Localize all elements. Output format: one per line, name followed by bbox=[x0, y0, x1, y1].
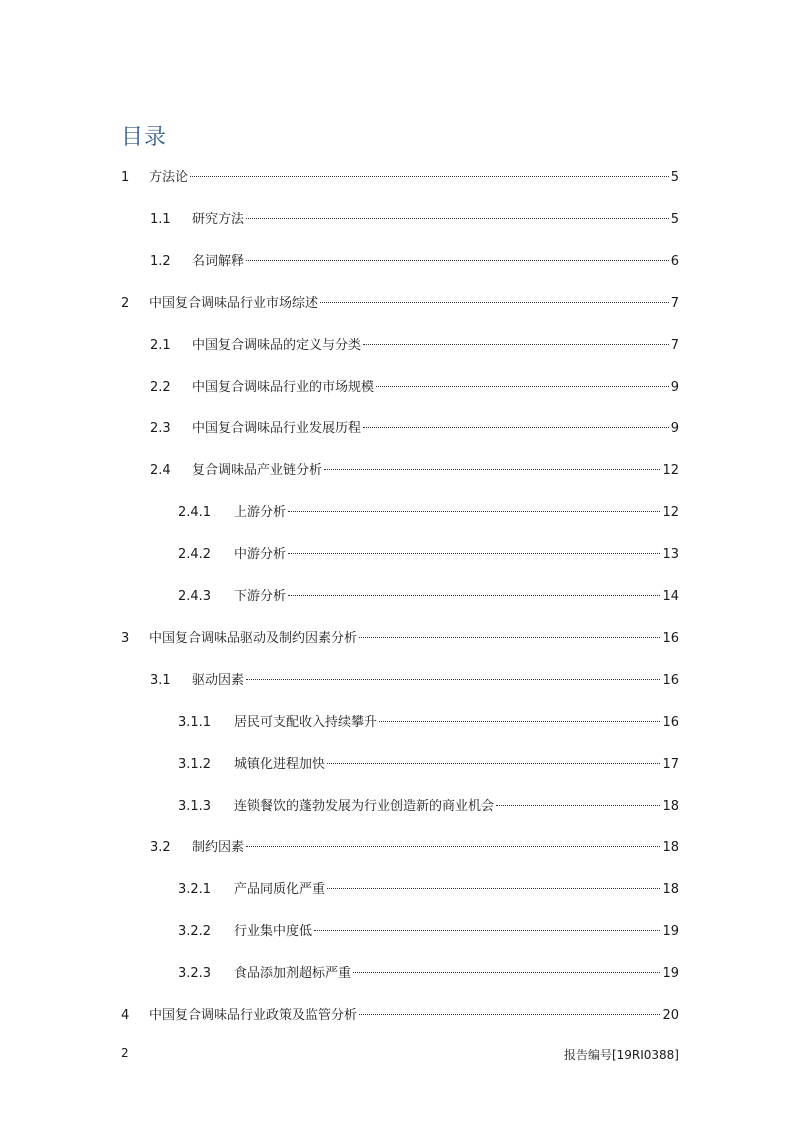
toc-entry[interactable] bbox=[150, 252, 679, 272]
toc-entry-page: 16 bbox=[662, 631, 679, 646]
toc-entry-page: 5 bbox=[670, 170, 679, 185]
toc-leader-dots bbox=[324, 469, 660, 470]
toc-entry-label: 产品同质化严重 bbox=[234, 882, 326, 897]
toc-entry-label: 连锁餐饮的蓬勃发展为行业创造新的商业机会 bbox=[234, 799, 495, 814]
toc-entry-number: 1.1 bbox=[150, 212, 171, 227]
toc-entry[interactable] bbox=[150, 838, 679, 858]
toc-entry-number: 3.2.1 bbox=[178, 882, 212, 897]
toc-leader-dots bbox=[246, 679, 660, 680]
toc-entry[interactable] bbox=[150, 671, 679, 691]
toc-entry[interactable] bbox=[121, 294, 679, 314]
toc-title: 目录 bbox=[121, 125, 168, 150]
toc-entry-page: 16 bbox=[662, 673, 679, 688]
toc-entry-page: 17 bbox=[662, 757, 679, 772]
toc-entry-label: 名词解释 bbox=[192, 254, 245, 269]
toc-entry-number: 1 bbox=[121, 170, 130, 185]
toc-entry[interactable] bbox=[178, 713, 679, 733]
toc-entry-number: 2.1 bbox=[150, 338, 171, 353]
toc-entry-label: 中国复合调味品的定义与分类 bbox=[192, 338, 362, 353]
toc-entry-page: 18 bbox=[662, 840, 679, 855]
toc-entry-number: 3.1.3 bbox=[178, 799, 212, 814]
toc-entry-page: 13 bbox=[662, 547, 679, 562]
toc-entry-label: 食品添加剂超标严重 bbox=[234, 966, 352, 981]
toc-entry-page: 6 bbox=[670, 254, 679, 269]
toc-leader-dots bbox=[327, 888, 660, 889]
toc-entry-number: 3 bbox=[121, 631, 130, 646]
toc-leader-dots bbox=[327, 763, 660, 764]
toc-entry-number: 3.2 bbox=[150, 840, 171, 855]
toc-leader-dots bbox=[288, 511, 660, 512]
toc-entry[interactable] bbox=[178, 922, 679, 942]
toc-entry-number: 2.3 bbox=[150, 421, 171, 436]
toc-leader-dots bbox=[363, 344, 669, 345]
toc-entry-number: 2.4 bbox=[150, 463, 171, 478]
toc-entry-number: 3.2.2 bbox=[178, 924, 212, 939]
toc-entry-number: 3.1.1 bbox=[178, 715, 212, 730]
toc-leader-dots bbox=[376, 386, 669, 387]
toc-entry-page: 7 bbox=[670, 296, 679, 311]
toc-entry-number: 4 bbox=[121, 1008, 130, 1023]
toc-entry[interactable] bbox=[150, 210, 679, 230]
toc-leader-dots bbox=[190, 176, 669, 177]
toc-entry-number: 2.2 bbox=[150, 380, 171, 395]
toc-entry-page: 5 bbox=[670, 212, 679, 227]
toc-entry-page: 19 bbox=[662, 966, 679, 981]
toc-entry-page: 9 bbox=[670, 421, 679, 436]
toc-entry-page: 9 bbox=[670, 380, 679, 395]
toc-entry[interactable] bbox=[121, 1006, 679, 1026]
toc-leader-dots bbox=[359, 1014, 660, 1015]
toc-leader-dots bbox=[353, 972, 660, 973]
toc-entry-label: 复合调味品产业链分析 bbox=[192, 463, 323, 478]
toc-entry-label: 城镇化进程加快 bbox=[234, 757, 326, 772]
toc-leader-dots bbox=[246, 218, 669, 219]
toc-entry-number: 3.1 bbox=[150, 673, 171, 688]
toc-leader-dots bbox=[379, 721, 660, 722]
toc-entry-number: 2.4.2 bbox=[178, 547, 212, 562]
toc-entry-page: 12 bbox=[662, 505, 679, 520]
toc-leader-dots bbox=[288, 595, 660, 596]
toc-entry-page: 20 bbox=[662, 1008, 679, 1023]
toc-entry[interactable] bbox=[150, 378, 679, 398]
toc-entry[interactable] bbox=[150, 461, 679, 481]
toc-entry-label: 中国复合调味品行业发展历程 bbox=[192, 421, 362, 436]
toc-entry-label: 上游分析 bbox=[234, 505, 287, 520]
toc-entry[interactable] bbox=[121, 629, 679, 649]
toc-entry-label: 研究方法 bbox=[192, 212, 245, 227]
toc-entry-page: 16 bbox=[662, 715, 679, 730]
footer-page-number: 2 bbox=[121, 1046, 129, 1060]
toc-entry-label: 中国复合调味品行业的市场规模 bbox=[192, 380, 375, 395]
toc-leader-dots bbox=[314, 930, 660, 931]
toc-leader-dots bbox=[246, 260, 669, 261]
toc-entry-page: 19 bbox=[662, 924, 679, 939]
toc-entry-label: 中国复合调味品行业市场综述 bbox=[149, 296, 319, 311]
toc-leader-dots bbox=[320, 302, 669, 303]
toc-entry-label: 方法论 bbox=[149, 170, 189, 185]
toc-leader-dots bbox=[363, 427, 669, 428]
toc-entry-number: 2.4.1 bbox=[178, 505, 212, 520]
toc-leader-dots bbox=[359, 637, 660, 638]
toc-entry-label: 制约因素 bbox=[192, 840, 245, 855]
toc-entry[interactable] bbox=[121, 168, 679, 188]
toc-entry[interactable] bbox=[178, 545, 679, 565]
toc-entry[interactable] bbox=[178, 797, 679, 817]
toc-entry-page: 14 bbox=[662, 589, 679, 604]
toc-leader-dots bbox=[246, 846, 660, 847]
toc-leader-dots bbox=[496, 805, 660, 806]
toc-entry[interactable] bbox=[178, 755, 679, 775]
toc-entry-label: 行业集中度低 bbox=[234, 924, 313, 939]
toc-leader-dots bbox=[288, 553, 660, 554]
toc-entry[interactable] bbox=[178, 503, 679, 523]
toc-entry[interactable] bbox=[178, 880, 679, 900]
toc-entry-number: 2.4.3 bbox=[178, 589, 212, 604]
toc-entry[interactable] bbox=[178, 587, 679, 607]
toc-entry-number: 2 bbox=[121, 296, 130, 311]
toc-entry-label: 下游分析 bbox=[234, 589, 287, 604]
toc-entry-label: 中国复合调味品驱动及制约因素分析 bbox=[149, 631, 358, 646]
toc-entry-page: 18 bbox=[662, 882, 679, 897]
toc-entry-number: 1.2 bbox=[150, 254, 171, 269]
toc-entry-number: 3.2.3 bbox=[178, 966, 212, 981]
toc-entry-page: 18 bbox=[662, 799, 679, 814]
toc-entry-label: 中游分析 bbox=[234, 547, 287, 562]
toc-entry-number: 3.1.2 bbox=[178, 757, 212, 772]
toc-entry[interactable] bbox=[150, 336, 679, 356]
footer-report-code: 报告编号[19RI0388] bbox=[563, 1048, 679, 1062]
toc-entry-label: 中国复合调味品行业政策及监管分析 bbox=[149, 1008, 358, 1023]
toc-entry-page: 12 bbox=[662, 463, 679, 478]
toc-entry[interactable] bbox=[150, 419, 679, 439]
toc-entry-label: 驱动因素 bbox=[192, 673, 245, 688]
toc-entry-label: 居民可支配收入持续攀升 bbox=[234, 715, 378, 730]
toc-entry-page: 7 bbox=[670, 338, 679, 353]
toc-entry[interactable] bbox=[178, 964, 679, 984]
